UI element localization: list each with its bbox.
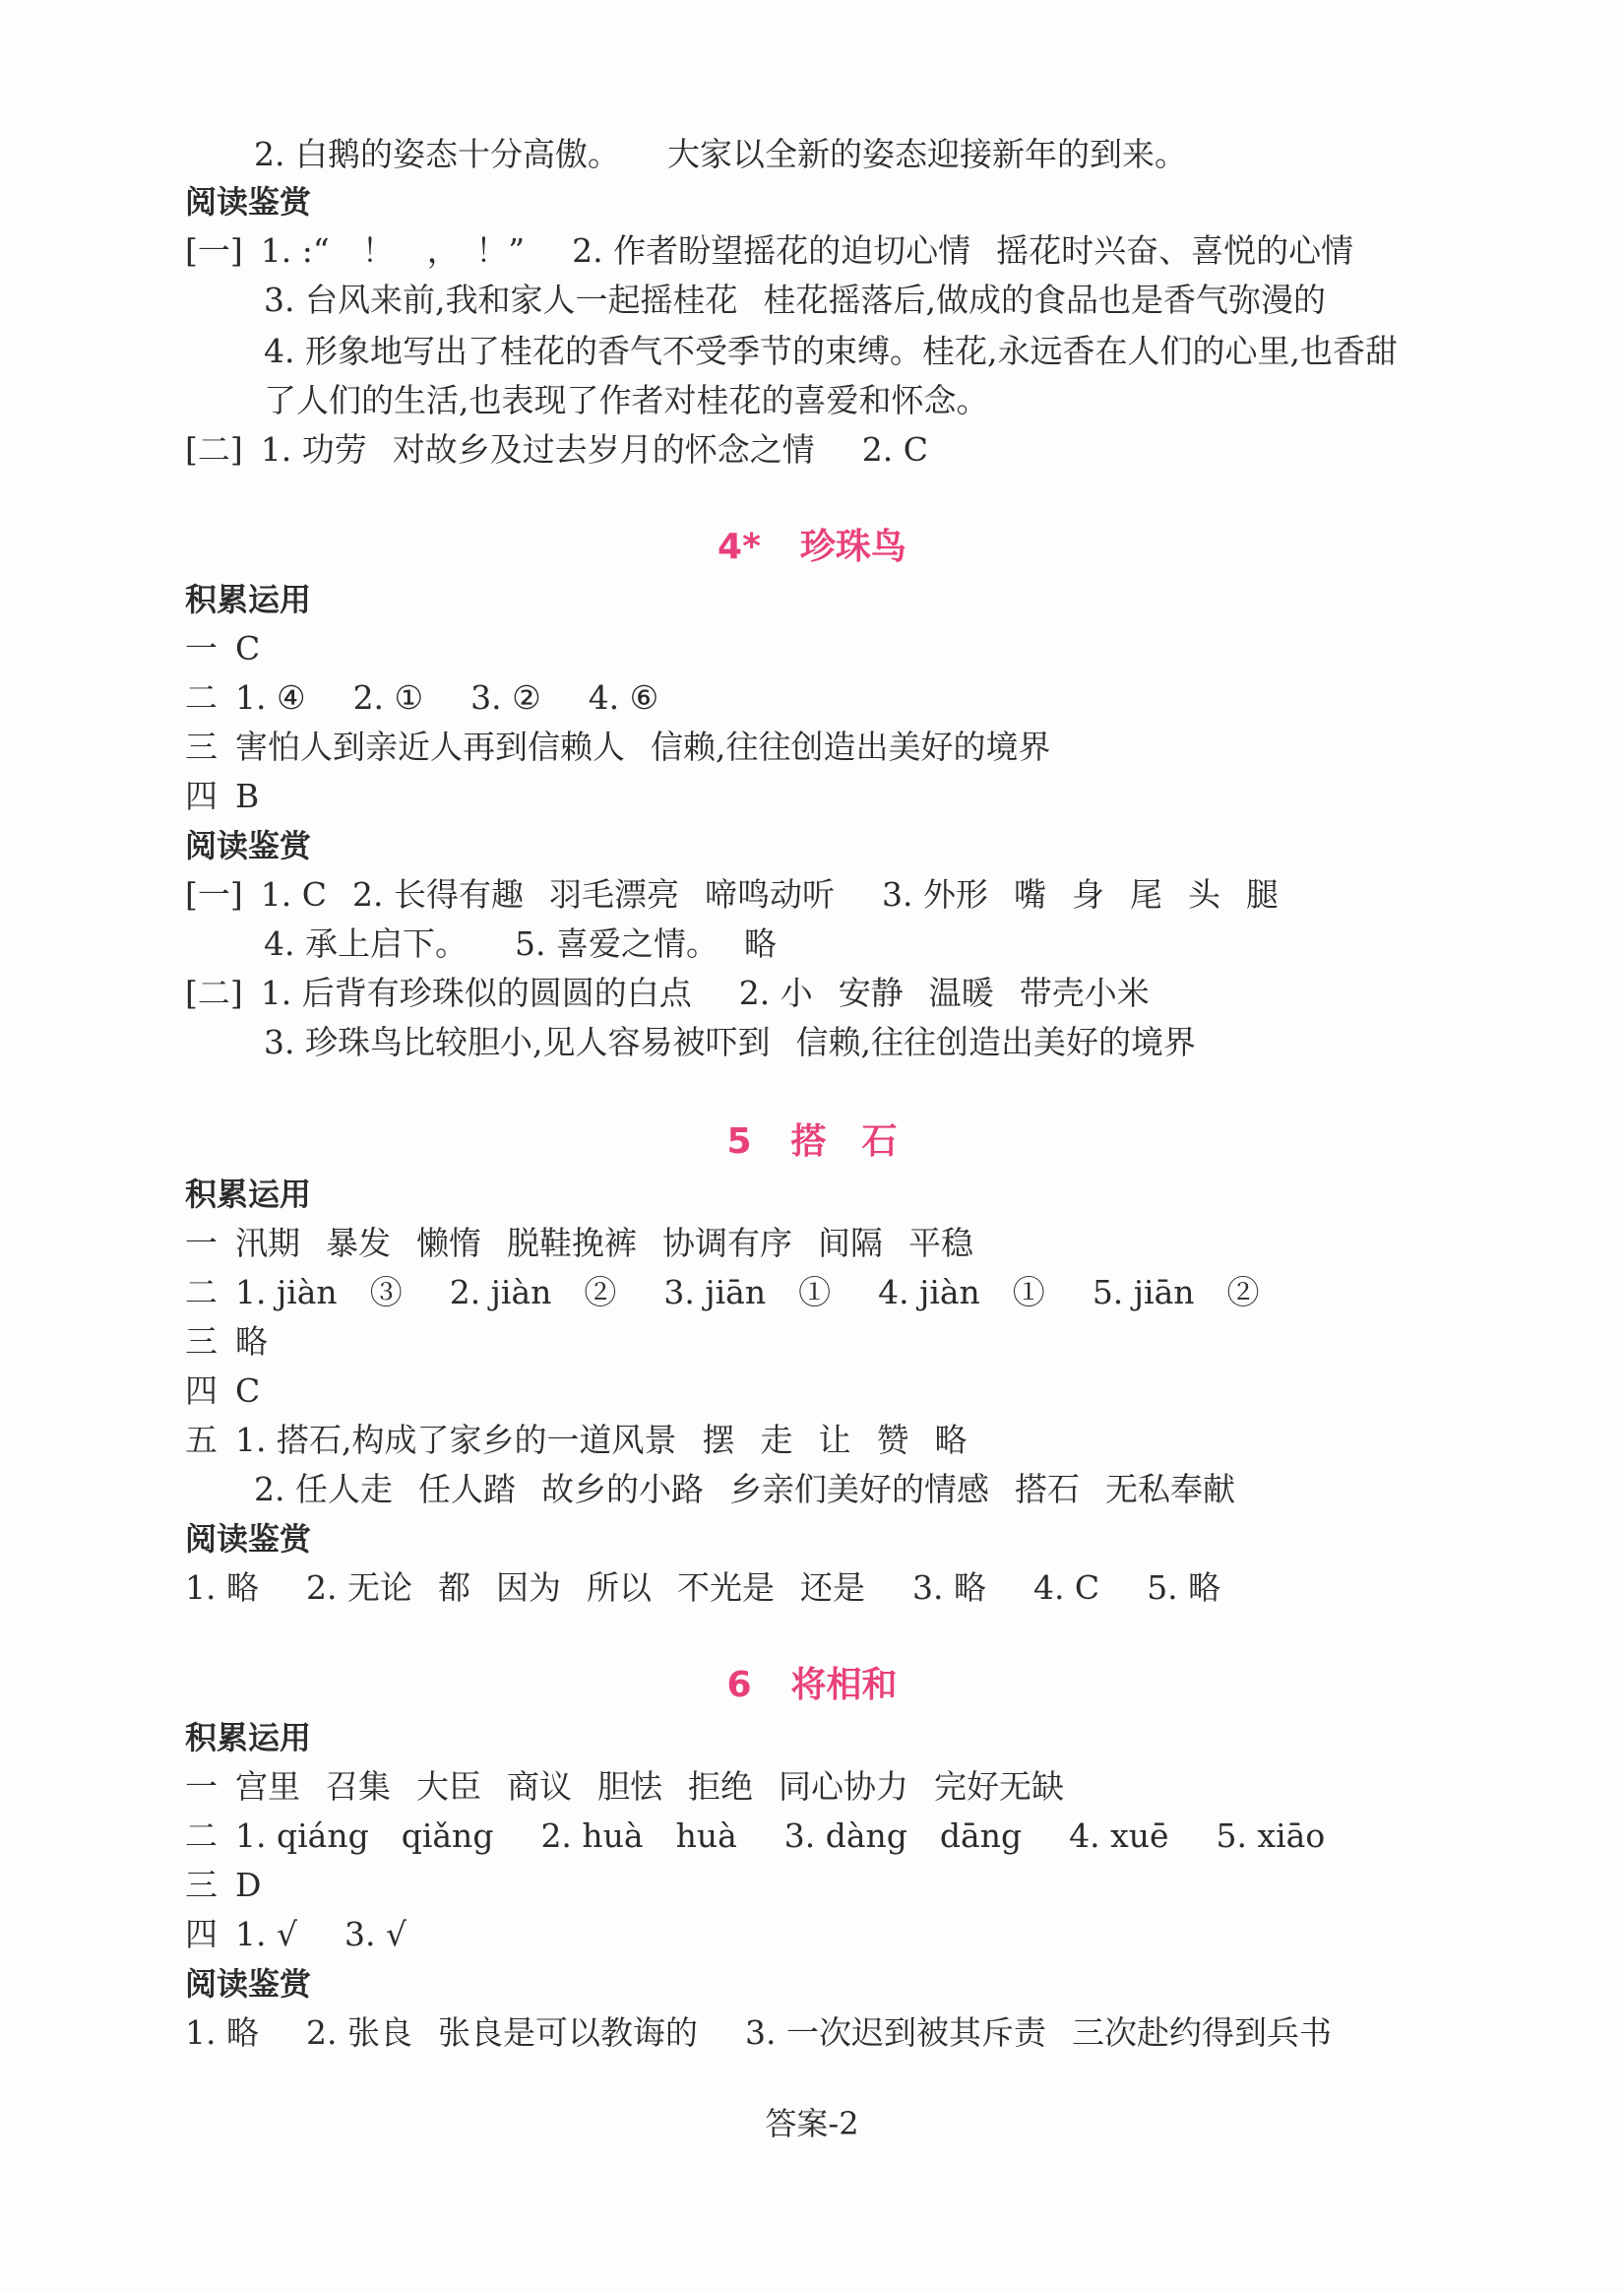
answer-item: 信赖,往往创造出美好的境界 <box>795 1023 1196 1061</box>
answer-line <box>185 425 928 475</box>
answer-item: 胆怯 <box>597 1767 662 1806</box>
answer-line <box>264 920 777 969</box>
answer-item: 因为 <box>495 1568 561 1607</box>
answer-item: 2. 任人走 <box>254 1470 393 1508</box>
answer-item: 1. C <box>260 875 327 914</box>
section-heading-reading: 阅读鉴赏 <box>185 1520 312 1558</box>
answer-item: 平稳 <box>908 1224 973 1262</box>
question-label: 三 <box>185 1866 218 1904</box>
answer-item: 走 <box>760 1421 793 1459</box>
section-heading-practice: 积累运用 <box>185 581 312 618</box>
answer-line <box>185 1563 1220 1613</box>
answer-item: 故乡的小路 <box>540 1470 704 1508</box>
answer-line <box>185 1219 973 1268</box>
answer-item: 大家以全新的姿态迎接新年的到来。 <box>666 135 1187 173</box>
answer-line <box>185 1268 1260 1317</box>
group-label: [一] <box>185 875 243 914</box>
lesson-6-title <box>0 1660 1624 1711</box>
answer-item: 赞 <box>876 1421 909 1459</box>
section-heading-reading: 阅读鉴赏 <box>185 1965 312 2003</box>
answer-line <box>185 723 1051 772</box>
answer-line <box>185 1910 406 1959</box>
answer-item: 拒绝 <box>688 1767 753 1806</box>
answer-item: 1. ④ <box>235 678 306 717</box>
answer-item: 略 <box>235 1322 268 1361</box>
answer-line <box>185 1416 967 1465</box>
group-label: [一] <box>185 231 243 270</box>
answer-item: 3. 外形 <box>881 875 988 914</box>
answer-item: 3. 略 <box>911 1568 986 1607</box>
answer-line <box>264 1018 1196 1067</box>
lesson-number: 5 <box>726 1121 752 1162</box>
answer-line <box>185 772 259 821</box>
answer-line <box>185 1367 260 1416</box>
answer-item: 搭石 <box>1014 1470 1080 1508</box>
answer-item: 张良是可以教诲的 <box>437 2013 698 2052</box>
lesson-name: 搭 石 <box>790 1121 898 1162</box>
answer-item: 脱鞋挽裤 <box>507 1224 637 1262</box>
answer-item: 温暖 <box>928 974 994 1012</box>
answer-line <box>185 1812 1325 1861</box>
answer-item: 懒惰 <box>416 1224 481 1262</box>
answer-item: 2. 白鹅的姿态十分高傲。 <box>254 135 620 173</box>
answer-line <box>254 130 1187 179</box>
answer-line <box>185 673 658 723</box>
answer-item: 还是 <box>799 1568 865 1607</box>
answer-item: 摆 <box>702 1421 735 1459</box>
answer-line <box>185 1317 268 1367</box>
answer-item: 3. 台风来前,我和家人一起摇桂花 <box>264 281 738 319</box>
answer-item: B <box>235 777 260 815</box>
question-label: 二 <box>185 1816 218 1855</box>
answer-item: 尾 <box>1129 875 1162 914</box>
group-label: [二] <box>185 974 243 1012</box>
answer-item: 略 <box>934 1421 968 1459</box>
answer-item: 1. qiáng qiǎng <box>235 1816 494 1855</box>
answer-item: 协调有序 <box>662 1224 792 1262</box>
answer-item: 嘴 <box>1013 875 1046 914</box>
question-label: 二 <box>185 678 218 717</box>
answer-item: 1. jiàn ③ <box>235 1273 403 1311</box>
answer-item: 3. √ <box>344 1915 407 1953</box>
question-label: 四 <box>185 1915 218 1953</box>
answer-item: 2. jiàn ② <box>449 1273 617 1311</box>
answer-item: 对故乡及过去岁月的怀念之情 <box>392 430 815 469</box>
answer-item: 2. 长得有趣 <box>351 875 524 914</box>
answer-line <box>185 2008 1332 2058</box>
answer-line <box>185 870 1279 920</box>
question-label: 五 <box>185 1421 218 1459</box>
question-label: 四 <box>185 777 218 815</box>
answer-item: 1. 搭石,构成了家乡的一道风景 <box>235 1421 677 1459</box>
answer-item: 任人踏 <box>417 1470 516 1508</box>
answer-item: 暴发 <box>326 1224 391 1262</box>
answer-line <box>185 226 1353 276</box>
question-label: 三 <box>185 1322 218 1361</box>
answer-item: 3. 一次迟到被其斥责 <box>744 2013 1046 2052</box>
answer-item: 完好无缺 <box>934 1767 1064 1806</box>
answer-line: 4. 形象地写出了桂花的香气不受季节的束缚。桂花,永远香在人们的心里,也香甜 <box>264 332 1398 370</box>
answer-item: 2. 张良 <box>305 2013 412 2052</box>
lesson-name: 将相和 <box>790 1665 898 1705</box>
answer-item: 同心协力 <box>779 1767 908 1806</box>
answer-line <box>254 1465 1235 1514</box>
answer-item: 3. 珍珠鸟比较胆小,见人容易被吓到 <box>264 1023 771 1061</box>
answer-item: 腿 <box>1245 875 1279 914</box>
answer-line <box>185 1762 1064 1812</box>
lesson-number: 6 <box>726 1665 752 1705</box>
answer-item: 5. 喜爱之情。 <box>514 924 718 963</box>
answer-item: 让 <box>818 1421 851 1459</box>
answer-line <box>185 1861 261 1910</box>
answer-item: 啼鸣动听 <box>704 875 835 914</box>
group-label: [二] <box>185 430 243 469</box>
answer-item: 1. √ <box>235 1915 298 1953</box>
question-label: 四 <box>185 1371 218 1410</box>
answer-item: 安静 <box>838 974 904 1012</box>
answer-item: 1. :“ ！ ， ！” <box>260 231 526 270</box>
answer-line <box>185 969 1150 1018</box>
answer-item: 4. 承上启下。 <box>264 924 468 963</box>
answer-item: 1. 略 <box>185 1568 259 1607</box>
lesson-number: 4* <box>718 527 761 567</box>
answer-item: 1. 略 <box>185 2013 259 2052</box>
answer-item: 无私奉献 <box>1104 1470 1235 1508</box>
answer-item: 不光是 <box>676 1568 775 1607</box>
answer-item: 5. 略 <box>1147 1568 1221 1607</box>
answer-item: 召集 <box>326 1767 391 1806</box>
answer-line: 了人们的生活,也表现了作者对桂花的喜爱和怀念。 <box>264 381 989 419</box>
question-label: 二 <box>185 1273 218 1311</box>
lesson-4-title <box>0 522 1624 573</box>
answer-item: 4. ⑥ <box>588 678 659 717</box>
answer-item: 2. 无论 <box>305 1568 412 1607</box>
lesson-name: 珍珠鸟 <box>799 527 906 567</box>
page-number: 答案-2 <box>765 2105 859 2142</box>
answer-item: 4. jiàn ① <box>878 1273 1045 1311</box>
section-heading-reading: 阅读鉴赏 <box>185 183 312 221</box>
lesson-5-title <box>0 1116 1624 1168</box>
answer-item: 信赖,往往创造出美好的境界 <box>651 728 1051 766</box>
answer-item: 所以 <box>586 1568 652 1607</box>
answer-item: 5. xiāo <box>1216 1816 1326 1855</box>
answer-item: 2. huà huà <box>540 1816 737 1855</box>
answer-item: 害怕人到亲近人再到信赖人 <box>235 728 625 766</box>
answer-item: 3. dàng dāng <box>783 1816 1023 1855</box>
answer-item: 带壳小米 <box>1019 974 1150 1012</box>
answer-item: 头 <box>1187 875 1220 914</box>
question-label: 一 <box>185 629 218 668</box>
answer-item: 5. jiān ② <box>1092 1273 1260 1311</box>
section-heading-practice: 积累运用 <box>185 1176 312 1213</box>
answer-item: 摇花时兴奋、喜悦的心情 <box>996 231 1354 270</box>
answer-item: 三次赴约得到兵书 <box>1071 2013 1332 2052</box>
answer-item: 宫里 <box>235 1767 300 1806</box>
question-label: 一 <box>185 1767 218 1806</box>
answer-item: 1. 后背有珍珠似的圆圆的白点 <box>260 974 692 1012</box>
answer-item: 羽毛漂亮 <box>548 875 679 914</box>
answer-item: 3. ② <box>470 678 541 717</box>
answer-item: 间隔 <box>818 1224 883 1262</box>
answer-item: 4. C <box>1032 1568 1100 1607</box>
answer-item: 2. 作者盼望摇花的迫切心情 <box>572 231 971 270</box>
answer-item: C <box>235 1371 261 1410</box>
answer-item: 汛期 <box>235 1224 300 1262</box>
answer-item: 身 <box>1071 875 1104 914</box>
section-heading-practice: 积累运用 <box>185 1719 312 1756</box>
answer-item: 2. C <box>861 430 928 469</box>
section-heading-reading: 阅读鉴赏 <box>185 827 312 864</box>
answer-line <box>264 276 1326 325</box>
answer-item: D <box>235 1866 262 1904</box>
answer-item: 2. 小 <box>738 974 813 1012</box>
answer-item: C <box>235 629 261 668</box>
answer-item: 商议 <box>507 1767 572 1806</box>
answer-item: 4. xuē <box>1069 1816 1169 1855</box>
answer-item: 桂花摇落后,做成的食品也是香气弥漫的 <box>763 281 1326 319</box>
answer-item: 大臣 <box>416 1767 481 1806</box>
answer-line <box>185 624 260 673</box>
answer-item: 都 <box>437 1568 470 1607</box>
answer-item: 略 <box>743 924 777 963</box>
answer-item: 1. 功劳 <box>260 430 367 469</box>
question-label: 一 <box>185 1224 218 1262</box>
question-label: 三 <box>185 728 218 766</box>
answer-item: 2. ① <box>352 678 424 717</box>
answer-item: 3. jiān ① <box>663 1273 832 1311</box>
answer-item: 乡亲们美好的情感 <box>728 1470 989 1508</box>
